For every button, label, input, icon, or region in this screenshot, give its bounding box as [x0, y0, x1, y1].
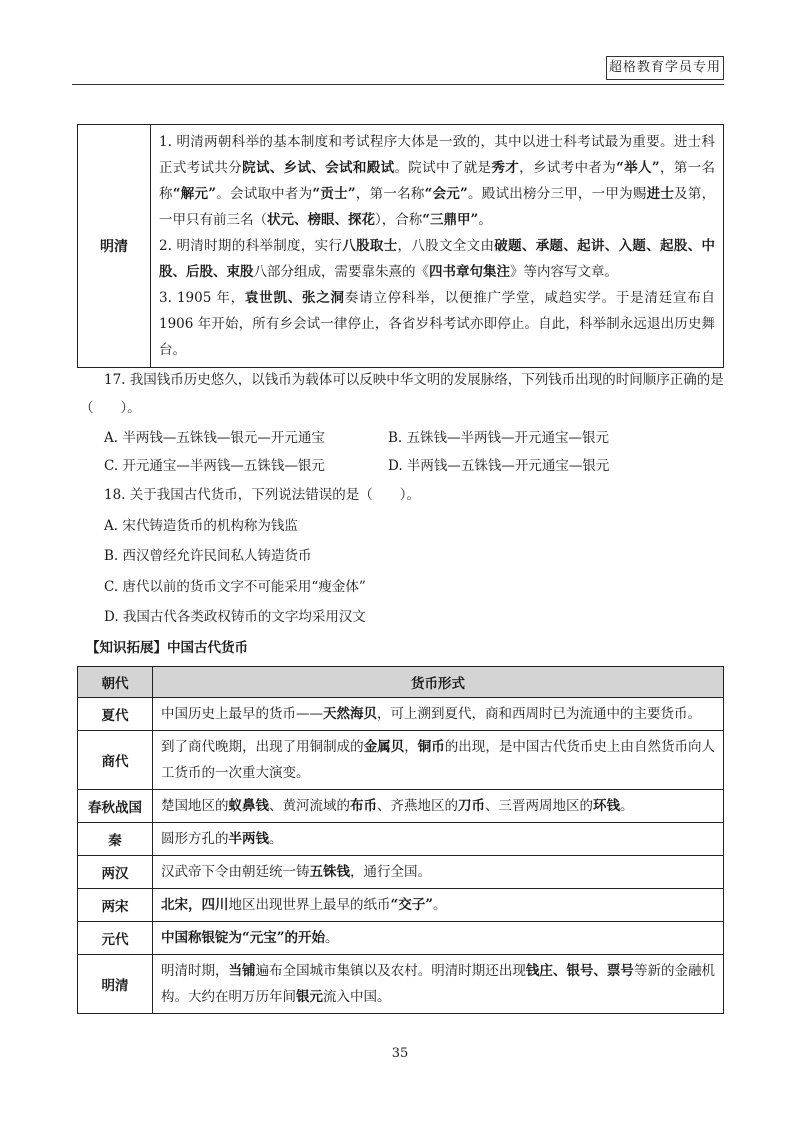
- q17-option-b[interactable]: B. 五铢钱—半两钱—开元通宝—银元: [388, 430, 610, 446]
- currency-table-header: [78, 667, 724, 698]
- q18-option-d[interactable]: D. 我国古代各类政权铸币的文字均采用汉文: [104, 609, 366, 625]
- table-row: [78, 856, 724, 889]
- q18-option-b[interactable]: B. 西汉曾经允许民间私人铸造货币: [104, 548, 312, 564]
- exam-content-cell: [151, 125, 724, 368]
- era-cell: 明清: [78, 125, 151, 368]
- era-cell: 秦: [78, 823, 153, 856]
- table-row: [78, 823, 724, 856]
- table-row: [78, 955, 724, 1014]
- q17-option-a[interactable]: A. 半两钱—五铢钱—银元—开元通宝: [104, 430, 325, 446]
- exam-paragraph-3: 3. 1905 年，袁世凯、张之洞奏请立停科举，以便推广学堂，咸趋实学。于是清廷宣布自 1906 年开始，所有乡会试一律停止，各省岁科考试亦即停止。自此，科举制永远退出历史舞台。: [159, 290, 716, 358]
- form-cell: 楚国地区的蚁鼻钱、黄河流域的布币、齐燕地区的刀币、三晋两周地区的环钱。: [153, 790, 724, 823]
- question-17: [80, 366, 724, 422]
- form-cell: 汉武帝下令由朝廷统一铸五铢钱，通行全国。: [153, 856, 724, 889]
- header-rule: [72, 84, 724, 85]
- header-era: 朝代: [78, 667, 153, 698]
- table-row: [78, 698, 724, 731]
- era-cell: 元代: [78, 922, 153, 955]
- form-cell: 中国历史上最早的货币——天然海贝，可上溯到夏代，商和西周时已为流通中的主要货币。: [153, 698, 724, 731]
- form-cell: 圆形方孔的半两钱。: [153, 823, 724, 856]
- form-cell: 明清时期，当铺遍布全国城市集镇以及农村。明清时期还出现钱庄、银号、票号等新的金融机构。大约在明万历年间银元流入中国。: [153, 955, 724, 1014]
- era-cell: 商代: [78, 731, 153, 790]
- q17-option-d[interactable]: D. 半两钱—五铢钱—开元通宝—银元: [388, 458, 610, 474]
- era-cell: 夏代: [78, 698, 153, 731]
- extension-title: 【知识拓展】中国古代货币: [86, 640, 248, 656]
- form-cell: 中国称银锭为“元宝”的开始。: [153, 922, 724, 955]
- q18-option-a[interactable]: A. 宋代铸造货币的机构称为钱监: [104, 518, 298, 534]
- era-cell: 春秋战国: [78, 790, 153, 823]
- exam-paragraph-1: 1. 明清两朝科举的基本制度和考试程序大体是一致的，其中以进士科考试最为重要。进士科正式考试共分院试、乡试、会试和殿试。院试中了就是秀才，乡试考中者为“举人”，第一名称“解元”。会试取中者为“贡士”，第一名称“会元”。殿试出榜分三甲，一甲为赐进士及第，一甲只有前三名（状元、榜眼、探花），合称“三鼎甲”。: [159, 134, 716, 228]
- table-row: [78, 922, 724, 955]
- table-row: [78, 790, 724, 823]
- q18-option-c[interactable]: C. 唐代以前的货币文字不可能采用“瘦金体”: [104, 579, 366, 595]
- page-number: 35: [391, 1046, 409, 1061]
- table-row: [78, 731, 724, 790]
- q17-stem: 17. 我国钱币历史悠久，以钱币为载体可以反映中华文明的发展脉络，下列钱币出现的时间顺序正确的是: [104, 372, 724, 388]
- era-cell: 两宋: [78, 889, 153, 922]
- era-cell: 两汉: [78, 856, 153, 889]
- q18-stem: 18. 关于我国古代货币，下列说法错误的是（ ）。: [104, 487, 421, 503]
- header-form: 货币形式: [153, 667, 724, 698]
- brand-label: 超格教育学员专用: [606, 56, 724, 80]
- exam-paragraph-2: 2. 明清时期的科举制度，实行八股取士，八股文全文由破题、承题、起讲、入题、起股、中股、后股、束股八部分组成，需要靠朱熹的《四书章句集注》等内容写文章。: [159, 238, 716, 280]
- era-cell: 明清: [78, 955, 153, 1014]
- q17-option-c[interactable]: C. 开元通宝—半两钱—五铢钱—银元: [104, 458, 325, 474]
- ming-qing-exam-table: [77, 124, 724, 368]
- table-row: [78, 889, 724, 922]
- form-cell: 到了商代晚期，出现了用铜制成的金属贝，铜币的出现，是中国古代货币史上由自然货币向人工货币的一次重大演变。: [153, 731, 724, 790]
- q17-blank: （ ）。: [80, 400, 141, 416]
- currency-table: [77, 666, 724, 1014]
- form-cell: 北宋，四川地区出现世界上最早的纸币“交子”。: [153, 889, 724, 922]
